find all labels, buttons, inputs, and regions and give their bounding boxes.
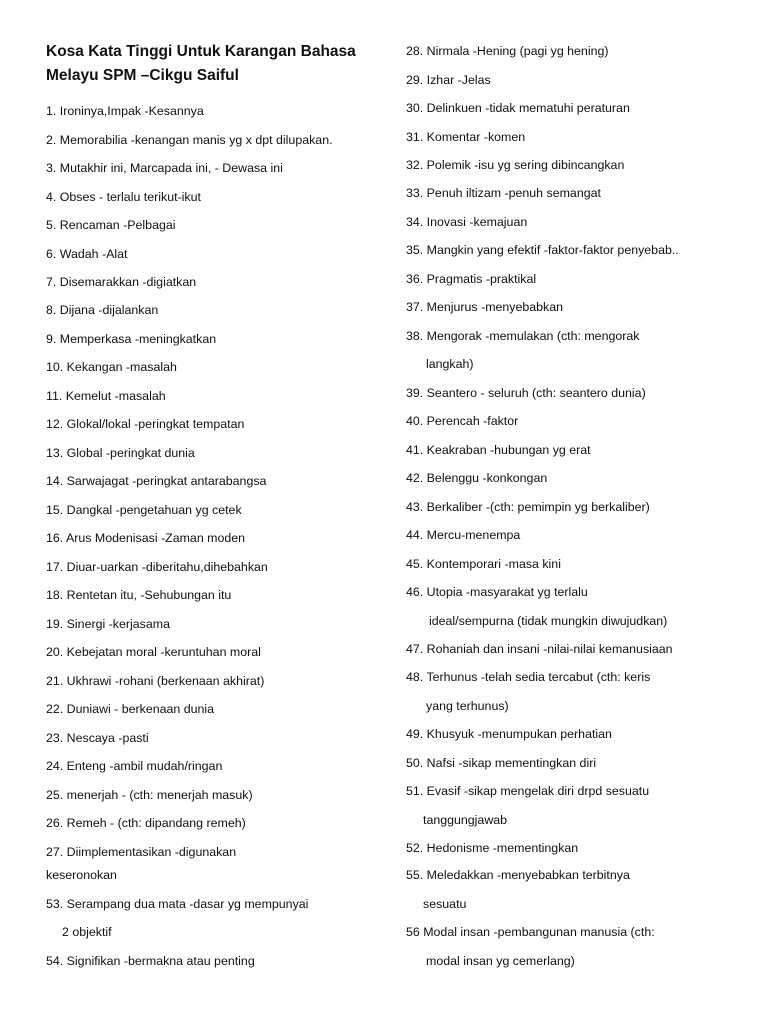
vocab-entry-25: 25. menerjah - (cth: menerjah masuk): [46, 788, 253, 802]
vocab-entry-32: 32. Polemik -isu yg sering dibincangkan: [406, 158, 625, 172]
vocab-entry-22: 22. Duniawi - berkenaan dunia: [46, 702, 215, 716]
vocab-entry-51: 51. Evasif -sikap mengelak diri drpd sesuatu: [406, 784, 650, 798]
vocab-entry-10: 10. Kekangan -masalah: [46, 360, 177, 374]
vocab-entry-53-continuation: 2 objektif: [62, 925, 112, 939]
vocab-entry-45: 45. Kontemporari -masa kini: [406, 557, 561, 571]
vocab-entry-12: 12. Glokal/lokal -peringkat tempatan: [46, 417, 245, 431]
vocab-entry-21: 21. Ukhrawi -rohani (berkenaan akhirat): [46, 674, 265, 688]
vocab-entry-24: 24. Enteng -ambil mudah/ringan: [46, 759, 223, 773]
vocab-entry-48-continuation: yang terhunus): [426, 699, 509, 713]
vocab-entry-47: 47. Rohaniah dan insani -nilai-nilai kemanusiaan: [406, 642, 673, 656]
vocab-entry-11: 11. Kemelut -masalah: [46, 389, 166, 403]
vocab-entry-50: 50. Nafsi -sikap mementingkan diri: [406, 756, 597, 770]
vocab-entry-33: 33. Penuh iltizam -penuh semangat: [406, 186, 601, 200]
vocab-entry-36: 36. Pragmatis -praktikal: [406, 272, 537, 286]
vocab-entry-16: 16. Arus Modenisasi -Zaman moden: [46, 531, 246, 545]
vocab-entry-43: 43. Berkaliber -(cth: pemimpin yg berkaliber): [406, 500, 650, 514]
vocab-entry-3: 3. Mutakhir ini, Marcapada ini, - Dewasa ini: [46, 161, 283, 175]
vocab-entry-38-continuation: langkah): [426, 357, 474, 371]
vocab-entry-55-continuation: sesuatu: [423, 897, 467, 911]
vocab-entry-26: 26. Remeh - (cth: dipandang remeh): [46, 816, 246, 830]
vocab-entry-46: 46. Utopia -masyarakat yg terlalu: [406, 585, 588, 599]
vocab-entry-34: 34. Inovasi -kemajuan: [406, 215, 528, 229]
vocab-entry-29: 29. Izhar -Jelas: [406, 73, 491, 87]
vocab-entry-5: 5. Rencaman -Pelbagai: [46, 218, 176, 232]
vocab-entry-49: 49. Khusyuk -menumpukan perhatian: [406, 727, 612, 741]
vocab-entry-40: 40. Perencah -faktor: [406, 414, 519, 428]
vocab-entry-1: 1. Ironinya,Impak -Kesannya: [46, 104, 204, 118]
vocab-entry-42: 42. Belenggu -konkongan: [406, 471, 548, 485]
vocab-entry-9: 9. Memperkasa -meningkatkan: [46, 332, 217, 346]
vocab-entry-4: 4. Obses - terlalu terikut-ikut: [46, 190, 201, 204]
page-title: Kosa Kata Tinggi Untuk Karangan Bahasa Melayu SPM –Cikgu Saiful: [46, 43, 356, 84]
vocab-entry-44: 44. Mercu-menempa: [406, 528, 521, 542]
vocab-entry-27-continuation: keseronokan: [46, 868, 117, 882]
vocab-entry-19: 19. Sinergi -kerjasama: [46, 617, 170, 631]
vocab-entry-17: 17. Diuar-uarkan -diberitahu,dihebahkan: [46, 560, 268, 574]
vocab-entry-35: 35. Mangkin yang efektif -faktor-faktor penyebab..: [406, 243, 679, 257]
vocab-entry-7: 7. Disemarakkan -digiatkan: [46, 275, 197, 289]
vocab-entry-31: 31. Komentar -komen: [406, 130, 526, 144]
vocab-entry-20: 20. Kebejatan moral -keruntuhan moral: [46, 645, 261, 659]
vocab-entry-48: 48. Terhunus -telah sedia tercabut (cth: keris: [406, 670, 651, 684]
vocab-entry-28: 28. Nirmala -Hening (pagi yg hening): [406, 44, 609, 58]
vocab-entry-55: 55. Meledakkan -menyebabkan terbitnya: [406, 868, 630, 882]
vocab-entry-14: 14. Sarwajagat -peringkat antarabangsa: [46, 474, 267, 488]
vocab-entry-52: 52. Hedonisme -mementingkan: [406, 841, 579, 855]
vocab-entry-38: 38. Mengorak -memulakan (cth: mengorak: [406, 329, 640, 343]
vocab-entry-23: 23. Nescaya -pasti: [46, 731, 149, 745]
vocab-entry-15: 15. Dangkal -pengetahuan yg cetek: [46, 503, 242, 517]
vocab-entry-8: 8. Dijana -dijalankan: [46, 303, 159, 317]
vocab-entry-54: 54. Signifikan -bermakna atau penting: [46, 954, 255, 968]
vocab-entry-51-continuation: tanggungjawab: [423, 813, 508, 827]
vocab-entry-13: 13. Global -peringkat dunia: [46, 446, 195, 460]
vocab-entry-37: 37. Menjurus -menyebabkan: [406, 300, 564, 314]
vocab-entry-56: 56 Modal insan -pembangunan manusia (cth:: [406, 925, 655, 939]
vocab-entry-53: 53. Serampang dua mata -dasar yg mempunyai: [46, 897, 309, 911]
vocab-entry-2: 2. Memorabilia -kenangan manis yg x dpt dilupakan.: [46, 133, 333, 147]
vocab-entry-46-continuation: ideal/sempurna (tidak mungkin diwujudkan): [429, 614, 668, 628]
vocab-entry-39: 39. Seantero - seluruh (cth: seantero dunia): [406, 386, 646, 400]
vocab-entry-41: 41. Keakraban -hubungan yg erat: [406, 443, 591, 457]
vocab-entry-6: 6. Wadah -Alat: [46, 247, 128, 261]
vocab-entry-56-continuation: modal insan yg cemerlang): [426, 954, 575, 968]
vocab-entry-30: 30. Delinkuen -tidak mematuhi peraturan: [406, 101, 630, 115]
vocab-entry-18: 18. Rentetan itu, -Sehubungan itu: [46, 588, 232, 602]
vocab-entry-27: 27. Diimplementasikan -digunakan: [46, 845, 237, 859]
